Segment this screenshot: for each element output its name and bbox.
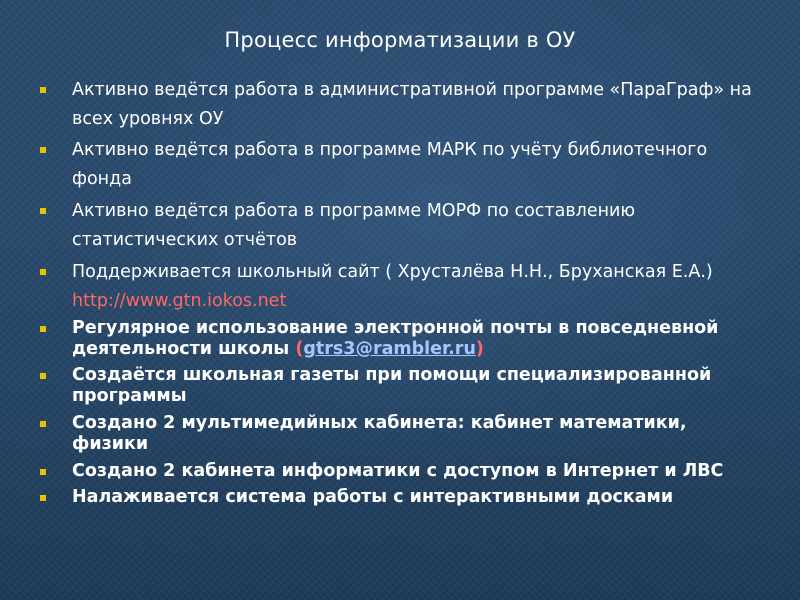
paren-close: ) — [475, 339, 484, 359]
list-item-text: Создаётся школьная газеты при помощи специализированной программы — [72, 365, 712, 406]
bullet-marker — [40, 421, 46, 427]
list-item-text — [72, 318, 762, 360]
paren-open: ( — [295, 339, 304, 359]
slide-title: Процесс информатизации в ОУ — [224, 28, 576, 52]
bullet-marker — [40, 208, 46, 214]
list-item-text: Активно ведётся работа в программе МАРК по учёту библиотечного фонда — [72, 140, 708, 189]
bullet-marker — [40, 373, 46, 379]
bullet-marker — [40, 87, 46, 93]
list-item-text: Налаживается система работы с интерактивными досками — [72, 487, 674, 507]
list-item-text: Активно ведётся работа в административной программе «ПараГраф» на всех уровнях ОУ — [72, 80, 752, 129]
list-item-text: Создано 2 кабинета информатики с доступом в Интернет и ЛВС — [72, 461, 724, 481]
school-site-link[interactable]: http://www.gtn.iokos.net — [72, 291, 287, 311]
bullet-marker — [40, 469, 46, 475]
list-item-text — [72, 258, 762, 316]
bullet-marker — [40, 495, 46, 501]
bullet-marker — [40, 147, 46, 153]
list-item-body: Поддерживается школьный сайт ( Хрусталёва Н.Н., Бруханская Е.А.) — [72, 262, 713, 282]
list-item-text: Создано 2 мультимедийных кабинета: кабинет математики, физики — [72, 413, 687, 454]
bullet-marker — [40, 326, 46, 332]
bullet-marker — [40, 269, 46, 275]
list-item-body: Регулярное использование электронной почты в повседневной деятельности школы — [72, 318, 719, 359]
email-link[interactable]: gtrs3@rambler.ru — [303, 339, 476, 359]
list-item-text: Активно ведётся работа в программе МОРФ по составлению статистических отчётов — [72, 201, 636, 250]
